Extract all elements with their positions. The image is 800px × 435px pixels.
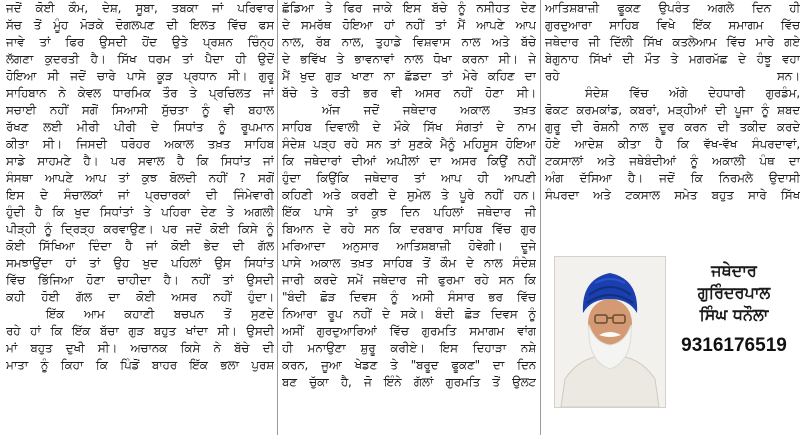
article-text-line: ਸੰਸਥਾ ਆਪਣੇ ਆਪ ਤਾਂ ਕੁਝ ਬੋਲਦੀ ਨਹੀਂ ? ਸਗੋਂ bbox=[6, 171, 274, 185]
article-text-line: ਸਮਝਾਉਂਦਾ ਹਾਂ ਤਾਂ ਉਹ ਖੁਦ ਪਹਿਲਾਂ ਉਸ ਸਿਧਾਂਤ bbox=[6, 256, 274, 270]
article-text-line: ਜਦੋਂ ਕੋਈ ਕੌਮ, ਦੇਸ਼, ਸੂਬਾ, ਤਬਕਾ ਜਾਂ ਪਰਿਵਾਰ bbox=[6, 1, 274, 15]
article-text-line: ਲੱਗਣਾ ਕੁਦਰਤੀ ਹੈ। ਸਿੱਖ ਧਰਮ ਤਾਂ ਪੈਦਾ ਹੀ ਉਦੋਂ bbox=[6, 52, 274, 66]
article-text-line: ਬੱਚੇ ਤੇ ਰਤੀ ਭਰ ਵੀ ਅਸਰ ਨਹੀਂ ਹੋਣਾ ਸੀ। bbox=[282, 86, 536, 100]
article-text-line: ਕਰਨ, ਜੂਆ ਖੇਡਣ ਤੇ "ਬਰੂਦ ਫੂਕਣ" ਦਾ ਦਿਨ bbox=[282, 358, 536, 372]
article-text-line: ਸਾਡੇ ਸਾਹਮਣੇ ਹੈ। ਪਰ ਸਵਾਲ ਹੈ ਕਿ ਸਿਧਾਂਤ ਜਾਂ bbox=[6, 154, 274, 168]
author-portrait-image bbox=[555, 257, 665, 407]
article-text-line: ਗੁਰੂ ਦੀ ਰੋਸ਼ਨੀ ਨਾਲ ਦੂਰ ਕਰਨ ਦੀ ਤਕੀਦ ਕਰਦੇ bbox=[545, 120, 800, 134]
article-text-line: ਬਿਆਨ ਦੇ ਰਹੇ ਸਨ ਕਿ ਦਰਬਾਰ ਸਾਹਿਬ ਵਿੱਚ ਗੁਰ bbox=[282, 222, 536, 236]
article-text-line: ਹੁੰਦੀ ਹੈ ਕਿ ਖੁਦ ਸਿਧਾਂਤਾਂ ਤੇ ਪਹਿਰਾ ਦੇਣ ਤੇ ਅਗਲੀ bbox=[6, 205, 274, 219]
article-text-line: ਹੋਏ ਆਦੇਸ਼ ਕੀਤਾ ਹੈ ਕਿ ਵੱਖ-ਵੱਖ ਸੰਪਰਦਾਵਾਂ, bbox=[545, 137, 800, 151]
article-text-line: ਸਾਹਿਬ ਦਿਵਾਲੀ ਦੇ ਮੌਕੇ ਸਿੱਖ ਸੰਗਤਾਂ ਦੇ ਨਾਮ bbox=[282, 120, 536, 134]
article-text-line: ਰੱਖਣ ਲਈ ਮੀਰੀ ਪੀਰੀ ਦੇ ਸਿਧਾਂਤ ਨੂੰ ਰੂਪਮਾਨ bbox=[6, 120, 274, 134]
article-text-line: ਸੱਚ ਤੋਂ ਮੂੰਹ ਮੋੜਕੇ ਦੋਗਲਪਣ ਦੀ ਇਲਤ ਵਿੱਚ ਫਸ bbox=[6, 18, 274, 32]
article-text-line: ਅੰਗ ਦੱਸਿਆ ਹੈ। ਜਦੋਂ ਕਿ ਨਿਰਮਲੇ ਉਦਾਸੀ bbox=[545, 171, 800, 185]
article-text-line: ਰਹੇ ਸਨ। bbox=[545, 69, 800, 83]
article-text-line: ਕੀਤਾ ਸੀ। ਜਿਸਦੀ ਧਰੋਹਰ ਅਕਾਲ ਤਖ਼ਤ ਸਾਹਿਬ bbox=[6, 137, 274, 151]
article-text-line: ਪੀੜ੍ਹੀ ਨੂੰ ਦ੍ਰਿੜ੍ਹ ਕਰਵਾਉਣ। ਪਰ ਜਦੋਂ ਕੋਈ ਕਿਸੇ ਨੂੰ bbox=[6, 222, 274, 236]
author-photo bbox=[554, 256, 666, 408]
article-text-line: ਸੰਦੇਸ਼ ਵਿੱਚ ਅੱਗੇ ਦੇਹਧਾਰੀ ਗੁਰਡੰਮ, bbox=[585, 86, 800, 100]
article-text-line: ਕਹੀ ਹੋਈ ਗੱਲ ਦਾ ਕੋਈ ਅਸਰ ਨਹੀਂ ਹੁੰਦਾ। bbox=[6, 290, 274, 304]
article-text-line: ਦੇ ਭਵਿੱਖ ਤੇ ਭਾਵਨਾਵਾਂ ਨਾਲ ਧੋਖਾ ਕਰਨਾ ਸੀ। ਜੇ bbox=[282, 52, 536, 66]
article-text-line: ਮੈਂ ਖੁਦ ਗੁੜ ਖਾਣਾ ਨਾ ਛੱਡਦਾ ਤਾਂ ਮੇਰੇ ਕਹਿਣ ਦਾ bbox=[282, 69, 536, 83]
article-column-2 bbox=[282, 0, 536, 435]
article-text-line: ਪਾਸੇ ਅਕਾਲ ਤਖ਼ਤ ਸਾਹਿਬ ਤੋਂ ਕੌਮ ਦੇ ਨਾਲ ਸੰਦੇਸ਼ bbox=[282, 256, 536, 270]
article-text-line: ਹੁੰਦਾ ਕਿਉਂਕਿ ਜਥੇਦਾਰ ਤਾਂ ਆਪ ਹੀ ਆਪਣੀ bbox=[282, 171, 536, 185]
author-byline bbox=[672, 260, 796, 358]
author-phone: 9316176519 bbox=[681, 335, 787, 356]
author-last-name: ਸਿੰਘ ਧਨੌਲਾ bbox=[699, 305, 769, 324]
article-text-line: ਗੁਰਦੁਆਰਾ ਸਾਹਿਬ ਵਿਖੇ ਇੱਕ ਸਮਾਗਮ ਵਿੱਚ bbox=[545, 18, 800, 32]
article-text-line: ਸਚਾਈ ਨਹੀਂ ਸਗੋਂ ਸਿਆਸੀ ਸੁੱਚਤਾ ਨੂੰ ਵੀ ਬਹਾਲ bbox=[6, 103, 274, 117]
article-text-line: ਮਾਤਾ ਨੂੰ ਕਿਹਾ ਕਿ ਪਿੰਡੋਂ ਬਾਹਰ ਇੱਕ ਭਲਾ ਪੁਰਸ਼ bbox=[6, 358, 274, 372]
article-text-line: ਮਾਂ ਬਹੁਤ ਦੁਖੀ ਸੀ। ਅਚਾਨਕ ਕਿਸੇ ਨੇ ਬੱਚੇ ਦੀ bbox=[6, 341, 274, 355]
article-text-line: ਦੇ ਸਮਰੱਥ ਹੋਇਆ ਹਾਂ ਨਹੀਂ ਤਾਂ ਮੈਂ ਆਪਣੇ ਆਪ bbox=[282, 18, 536, 32]
column-divider bbox=[540, 0, 541, 435]
article-text-line: ਸੰਦੇਸ਼ ਪੜ੍ਹ ਰਹੇ ਸਨ ਤਾਂ ਸੁਣਕੇ ਮੈਨੂੰ ਮਹਿਸੂਸ ਹੋਇਆ bbox=[282, 137, 536, 151]
article-text-line: ਜਥੇਦਾਰ ਜੀ ਦਿੱਲੀ ਸਿੱਖ ਕਤਲੇਆਮ ਵਿੱਚ ਮਾਰੇ ਗਏ bbox=[545, 35, 800, 49]
author-box bbox=[554, 256, 794, 416]
article-text-line: ਕਹਿਣੀ ਅਤੇ ਕਰਣੀ ਦੇ ਸੁਮੇਲ ਤੇ ਪੂਰੇ ਨਹੀਂ ਹਨ। bbox=[282, 188, 536, 202]
article-text-line: ਸੰਪਰਦਾ ਅਤੇ ਟਕਸਾਲ ਸਮੇਤ ਬਹੁਤ ਸਾਰੇ ਸਿੱਖ bbox=[545, 188, 800, 202]
article-text-line: ਕੋਈ ਸਿੱਖਿਆ ਦਿੰਦਾ ਹੈ ਜਾਂ ਕੋਈ ਭੇਦ ਦੀ ਗੱਲ bbox=[6, 239, 274, 253]
article-text-line: ਇਸ ਦੇ ਸੰਚਾਲਕਾਂ ਜਾਂ ਪ੍ਰਚਾਰਕਾਂ ਦੀ ਜਿੰਮੇਵਾਰੀ bbox=[6, 188, 274, 202]
article-text-line: ਰਹੇ ਹਾਂ ਕਿ ਇੱਕ ਬੱਚਾ ਗੁੜ ਬਹੁਤ ਖਾਂਦਾ ਸੀ। ਉਸਦੀ bbox=[6, 324, 274, 338]
article-text-line: ਸਾਹਿਬਾਨ ਨੇ ਕੇਵਲ ਧਾਰਮਿਕ ਤੌਰ ਤੇ ਪ੍ਰਚਿਲਤ ਜਾਂ bbox=[6, 86, 274, 100]
article-text-line: ਅਸੀਂ ਗੁਰਦੁਆਰਿਆਂ ਵਿੱਚ ਗੁਰਮਤਿ ਸਮਾਗਮ ਵਾਂਗ bbox=[282, 324, 536, 338]
article-text-line: ਫੋਕਟ ਕਰਮਕਾਂਡ, ਕਬਰਾਂ, ਮੜ੍ਹੀਆਂ ਦੀ ਪੂਜਾ ਨੂੰ ਸ਼ਬਦ bbox=[545, 103, 800, 117]
article-text-line: ਬਣ ਚੁੱਕਾ ਹੈ, ਜੋ ਇੰਨੇ ਗੱਲਾਂ ਗੁਰਮਤਿ ਤੋਂ ਉਲਟ bbox=[282, 375, 536, 389]
article-text-line: ਮਰਿਆਦਾ ਅਨੁਸਾਰ ਆਤਿਸ਼ਬਾਜ਼ੀ ਹੋਵੇਗੀ। ਦੂਜੇ bbox=[282, 239, 536, 253]
article-text-line: ਹੀ ਮਨਾਉਣਾ ਸ਼ੁਰੂ ਕਰੀਏ। ਇਸ ਦਿਹਾੜਾ ਨਸ਼ੇ bbox=[282, 341, 536, 355]
column-divider bbox=[277, 0, 278, 435]
article-column-3 bbox=[545, 0, 800, 435]
article-text-line: ਆਤਿਸ਼ਬਾਜ਼ੀ ਫੂਕਣ ਉਪਰੰਤ ਅਗਲੇ ਦਿਨ ਹੀ bbox=[545, 1, 800, 15]
article-text-line: ਜਾਰੀ ਕਰਦੇ ਸਮੇਂ ਜਥੇਦਾਰ ਜੀ ਫੁਰਮਾ ਰਹੇ ਸਨ ਕਿ bbox=[282, 273, 536, 287]
article-text-line: ਵਿੱਚ ਭਿੱਜਿਆ ਹੋਣਾ ਚਾਹੀਦਾ ਹੈ। ਨਹੀਂ ਤਾਂ ਉਸਦੀ bbox=[6, 273, 274, 287]
article-text-line: ਇੱਕ ਪਾਸੇ ਤਾਂ ਕੁਝ ਦਿਨ ਪਹਿਲਾਂ ਜਥੇਦਾਰ ਜੀ bbox=[282, 205, 536, 219]
article-text-line: ਛੱਡਿਆ ਤੇ ਫਿਰ ਜਾਕੇ ਇਸ ਬੱਚੇ ਨੂੰ ਨਸੀਹਤ ਦੇਣ bbox=[282, 1, 536, 15]
article-text-line: ਨਾਲ, ਰੱਬ ਨਾਲ, ਤੁਹਾਡੇ ਵਿਸ਼ਵਾਸ ਨਾਲ ਅਤੇ ਬੱਚੇ bbox=[282, 35, 536, 49]
article-text-line: ਕਿ ਜਥੇਦਾਰਾਂ ਦੀਆਂ ਅਪੀਲਾਂ ਦਾ ਅਸਰ ਕਿਉਂ ਨਹੀਂ bbox=[282, 154, 536, 168]
author-title: ਜਥੇਦਾਰ bbox=[711, 261, 757, 280]
article-text-line: ਬੇਗੁਨਾਹ ਸਿੱਖਾਂ ਦੀ ਮੌਤ ਤੇ ਮਗਰਮੱਛ ਦੇ ਹੰਝੂ ਵਹਾ bbox=[545, 52, 800, 66]
article-text-line: ਇੱਕ ਆਮ ਕਹਾਣੀ ਬਚਪਨ ਤੋਂ ਸੁਣਦੇ bbox=[46, 307, 274, 321]
article-text-line: ਨਿਆਰਾ ਰੂਪ ਨਹੀਂ ਦੇ ਸਕੇ। ਬੰਦੀ ਛੋੜ ਦਿਵਸ ਨੂੰ bbox=[282, 307, 536, 321]
article-text-line: ਟਕਸਾਲਾਂ ਅਤੇ ਜਥੇਬੰਦੀਆਂ ਨੂੰ ਅਕਾਲੀ ਪੰਥ ਦਾ bbox=[545, 154, 800, 168]
article-text-line: ਜਾਵੇ ਤਾਂ ਫਿਰ ਉਸਦੀ ਹੋਂਦ ਉਤੇ ਪ੍ਰਸ਼ਨ ਚਿੰਨ੍ਹ bbox=[6, 35, 274, 49]
article-text-line: ਅੱਜ ਜਦੋਂ ਜਥੇਦਾਰ ਅਕਾਲ ਤਖ਼ਤ bbox=[322, 103, 536, 117]
article-column-1 bbox=[6, 0, 274, 435]
article-text-line: "ਬੰਦੀ ਛੋੜ ਦਿਵਸ ਨੂੰ ਅਸੀ ਸੰਸਾਰ ਭਰ ਵਿੱਚ bbox=[282, 290, 536, 304]
author-first-name: ਗੁਰਿੰਦਰਪਾਲ bbox=[697, 283, 771, 302]
article-text-line: ਹੋਇਆ ਸੀ ਜਦੋਂ ਚਾਰੇ ਪਾਸੇ ਕੂੜ ਪ੍ਰਧਾਨ ਸੀ। ਗੁਰੂ bbox=[6, 69, 274, 83]
article-column-3-text bbox=[545, 0, 800, 204]
